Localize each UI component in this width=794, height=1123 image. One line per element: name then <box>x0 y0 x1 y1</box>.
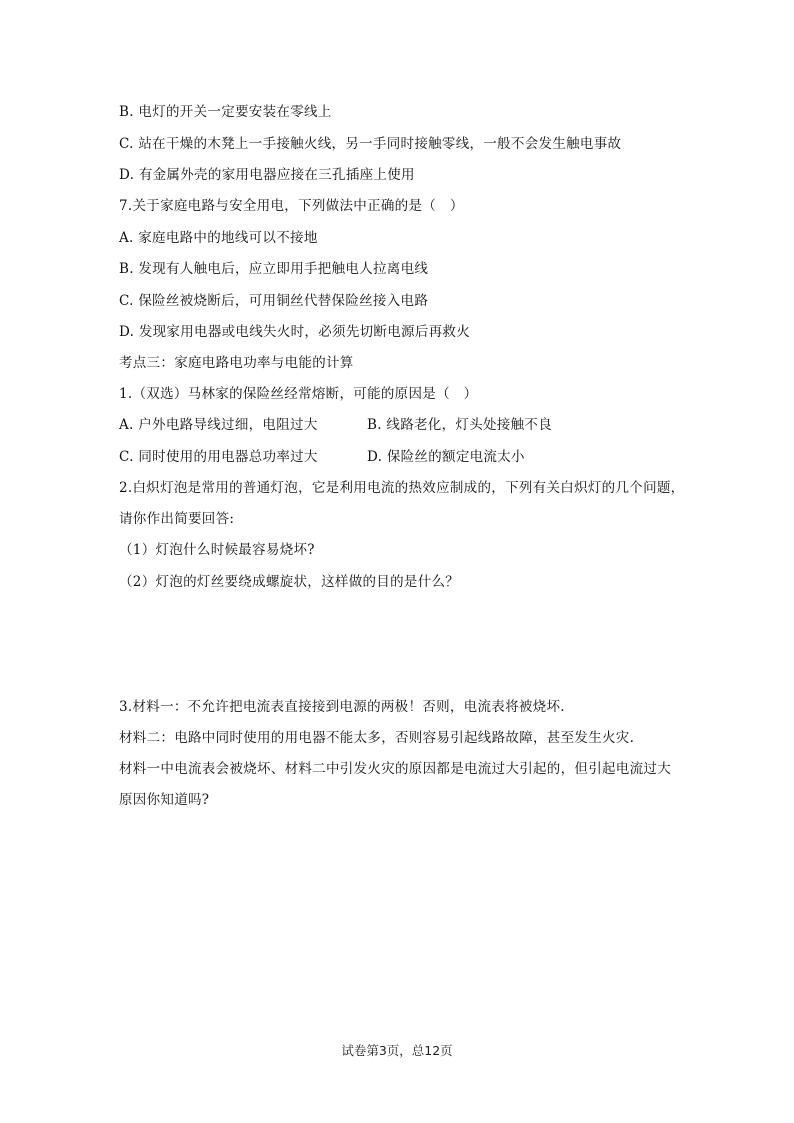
q1-option-c: C. 同时使用的用电器总功率过大 <box>119 449 318 465</box>
q1-option-b-wrap <box>367 415 552 435</box>
q7-option-b: B. 发现有人触电后，应立即用手把触电人拉离电线 <box>119 261 429 277</box>
question-2-sub2: （2）灯泡的灯丝要绕成螺旋状，这样做的目的是什么？ <box>119 574 460 590</box>
question-2-sub1: （1）灯泡什么时候最容易烧坏? <box>119 542 315 558</box>
q1-options-row1 <box>119 415 318 435</box>
page-footer: 试卷第3页，总12页 <box>341 1043 453 1058</box>
q7-option-d: D. 发现家用电器或电线失火时，必须先切断电源后再救火 <box>119 324 471 340</box>
q1-option-b: B. 线路老化，灯头处接触不良 <box>367 417 553 433</box>
q1-option-a: A. 户外电路导线过细，电阻过大 <box>119 417 318 433</box>
q7-option-c: C. 保险丝被烧断后，可用铜丝代替保险丝接入电路 <box>119 293 429 309</box>
question-7: 7.关于家庭电路与安全用电，下列做法中正确的是（ ） <box>119 198 464 214</box>
q1-options-row2 <box>119 447 318 467</box>
question-2-line1: 2.白炽灯泡是常用的普通灯泡，它是利用电流的热效应制成的，下列有关白炽灯的几个问题， <box>119 480 685 496</box>
question-2-line2: 请你作出简要回答: <box>119 511 235 527</box>
question-3-line1: 3.材料一：不允许把电流表直接接到电源的两极！否则，电流表将被烧坏. <box>119 699 565 715</box>
section-heading-3: 考点三：家庭电路电功率与电能的计算 <box>119 355 354 371</box>
question-3-line3: 材料一中电流表会被烧坏、材料二中引发火灾的原因都是电流过大引起的，但引起电流过大 <box>119 761 671 777</box>
option-b-prev: B. 电灯的开关一定要安装在零线上 <box>119 104 332 120</box>
q1-option-d-wrap <box>367 447 525 467</box>
question-3-line4: 原因你知道吗? <box>119 792 210 808</box>
option-d-prev: D. 有金属外壳的家用电器应接在三孔插座上使用 <box>119 167 415 183</box>
question-3-line2: 材料二：电路中同时使用的用电器不能太多，否则容易引起线路故障，甚至发生火灾. <box>119 730 635 746</box>
option-c-prev: C. 站在干燥的木凳上一手接触火线，另一手同时接触零线，一般不会发生触电事故 <box>119 136 622 152</box>
q1-option-d: D. 保险丝的额定电流太小 <box>367 449 525 465</box>
question-1: 1.（双选）马林家的保险丝经常熔断，可能的原因是（ ） <box>119 386 478 402</box>
q7-option-a: A. 家庭电路中的地线可以不接地 <box>119 230 318 246</box>
